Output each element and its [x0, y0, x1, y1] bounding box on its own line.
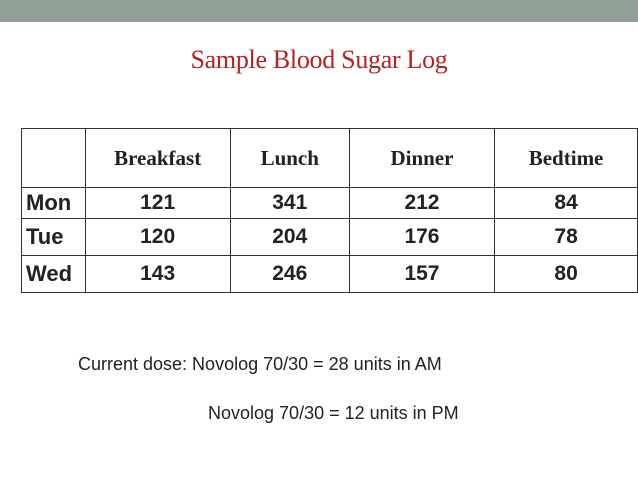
day-label: Mon — [22, 188, 86, 219]
header-lunch: Lunch — [230, 129, 349, 188]
day-label: Wed — [22, 256, 86, 293]
lunch-value: 341 — [230, 188, 349, 219]
header-empty-cell — [22, 129, 86, 188]
bedtime-value: 80 — [495, 256, 638, 293]
header-dinner: Dinner — [349, 129, 494, 188]
table-row — [22, 188, 638, 219]
slide-top-bar — [0, 0, 638, 22]
lunch-value: 246 — [230, 256, 349, 293]
table-header-row — [22, 129, 638, 188]
breakfast-value: 143 — [85, 256, 230, 293]
lunch-value: 204 — [230, 219, 349, 256]
dinner-value: 176 — [349, 219, 494, 256]
dose-note-am: Current dose: Novolog 70/30 = 28 units in AM — [78, 354, 442, 374]
dinner-value: 157 — [349, 256, 494, 293]
dinner-value: 212 — [349, 188, 494, 219]
table-row — [22, 256, 638, 293]
slide-title: Sample Blood Sugar Log — [190, 45, 448, 74]
header-bedtime: Bedtime — [495, 129, 638, 188]
blood-sugar-table — [21, 128, 638, 293]
bedtime-value: 78 — [495, 219, 638, 256]
dose-note-pm: Novolog 70/30 = 12 units in PM — [208, 403, 459, 423]
header-breakfast: Breakfast — [85, 129, 230, 188]
table-row — [22, 219, 638, 256]
bedtime-value: 84 — [495, 188, 638, 219]
breakfast-value: 121 — [85, 188, 230, 219]
breakfast-value: 120 — [85, 219, 230, 256]
day-label: Tue — [22, 219, 86, 256]
